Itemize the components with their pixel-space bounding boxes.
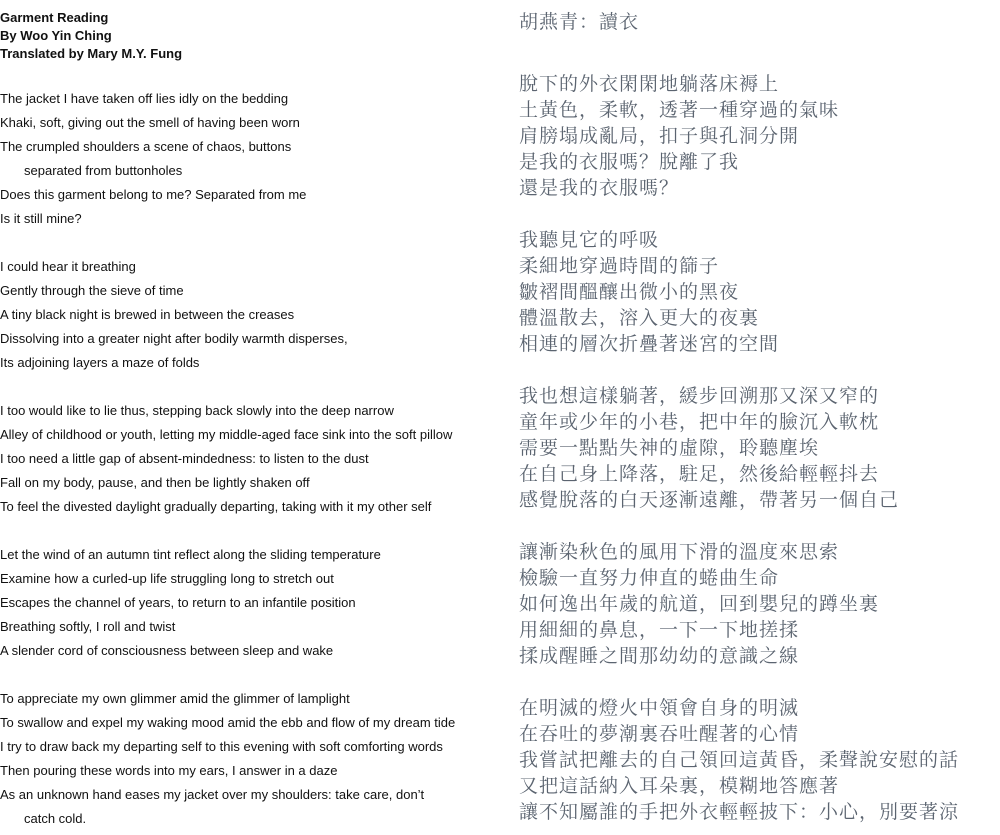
english-line: Examine how a curled-up life struggling long to stretch out <box>0 571 334 586</box>
english-line: I too would like to lie thus, stepping back slowly into the deep narrow <box>0 403 394 418</box>
chinese-line: 柔細地穿過時間的篩子 <box>519 255 720 277</box>
english-translation <box>0 0 500 831</box>
chinese-line: 又把這話納入耳朵裏，模糊地答應著 <box>519 775 840 797</box>
chinese-line: 揉成醒睡之間那幼幼的意識之線 <box>519 645 800 667</box>
english-stanza-2 <box>0 255 500 375</box>
english-stanza-1 <box>0 87 500 231</box>
author-line: By Woo Yin Ching <box>0 28 112 43</box>
english-line: separated from buttonholes <box>24 163 183 178</box>
chinese-line: 我聽見它的呼吸 <box>519 229 660 251</box>
english-line: I could hear it breathing <box>0 259 136 274</box>
poem-title: Garment Reading <box>0 10 109 25</box>
chinese-line: 需要一點點失神的虛隙，聆聽塵埃 <box>519 437 820 459</box>
english-line: I try to draw back my departing self to this evening with soft comforting words <box>0 739 443 754</box>
english-line: As an unknown hand eases my jacket over my shoulders: take care, don’t <box>0 787 425 802</box>
chinese-line: 用細細的鼻息，一下一下地搓揉 <box>519 619 800 641</box>
english-stanza-3 <box>0 399 500 519</box>
english-line: To swallow and expel my waking mood amid the ebb and flow of my dream tide <box>0 715 456 730</box>
chinese-line: 還是我的衣服嗎？ <box>519 177 680 199</box>
chinese-line: 如何逸出年歲的航道，回到嬰兒的蹲坐裏 <box>519 593 880 615</box>
english-line: The jacket I have taken off lies idly on the bedding <box>0 91 289 106</box>
chinese-stanza-4 <box>519 539 1000 669</box>
chinese-stanza-5 <box>519 695 1000 825</box>
english-header <box>0 0 500 63</box>
chinese-line: 感覺脫落的白天逐漸遠離，帶著另一個自己 <box>519 489 900 511</box>
chinese-line: 在吞吐的夢潮裏吞吐醒著的心情 <box>519 723 800 745</box>
english-line: Breathing softly, I roll and twist <box>0 619 176 634</box>
english-line: To feel the divested daylight gradually departing, taking with it my other self <box>0 499 432 514</box>
english-line: To appreciate my own glimmer amid the glimmer of lamplight <box>0 691 350 706</box>
chinese-stanza-1 <box>519 71 1000 201</box>
english-line: Is it still mine? <box>0 211 82 226</box>
english-line: I too need a little gap of absent-mindedness: to listen to the dust <box>0 451 369 466</box>
chinese-line: 肩膀塌成亂局，扣子與孔洞分開 <box>519 125 800 147</box>
english-line: Gently through the sieve of time <box>0 283 184 298</box>
chinese-line: 是我的衣服嗎？脫離了我 <box>519 151 740 173</box>
chinese-original <box>519 0 1000 825</box>
english-stanza-4 <box>0 543 500 663</box>
english-line: Khaki, soft, giving out the smell of having been worn <box>0 115 300 130</box>
chinese-line: 讓漸染秋色的風用下滑的溫度來思索 <box>519 541 840 563</box>
chinese-line: 我也想這樣躺著，緩步回溯那又深又窄的 <box>519 385 880 407</box>
translator-line: Translated by Mary M.Y. Fung <box>0 46 183 61</box>
english-line: catch cold. <box>24 811 87 826</box>
chinese-stanza-3 <box>519 383 1000 513</box>
chinese-line: 檢驗一直努力伸直的蜷曲生命 <box>519 567 780 589</box>
english-stanza-5 <box>0 687 500 831</box>
english-line: Dissolving into a greater night after bodily warmth disperses, <box>0 331 348 346</box>
chinese-stanza-2 <box>519 227 1000 357</box>
english-line: Alley of childhood or youth, letting my middle-aged face sink into the soft pillow <box>0 427 453 442</box>
chinese-line: 皺褶間醞釀出微小的黑夜 <box>519 281 740 303</box>
chinese-line: 童年或少年的小巷，把中年的臉沉入軟枕 <box>519 411 880 433</box>
chinese-line: 脫下的外衣閑閑地躺落床褥上 <box>519 73 780 95</box>
chinese-line: 我嘗試把離去的自己領回這黃昏，柔聲說安慰的話 <box>519 749 960 771</box>
chinese-line: 相連的層次折疊著迷宮的空間 <box>519 333 780 355</box>
english-line: Then pouring these words into my ears, I answer in a daze <box>0 763 338 778</box>
english-line: Escapes the channel of years, to return to an infantile position <box>0 595 356 610</box>
chinese-line: 體溫散去，溶入更大的夜裏 <box>519 307 760 329</box>
chinese-line: 土黃色，柔軟，透著一種穿過的氣味 <box>519 99 840 121</box>
english-line: Let the wind of an autumn tint reflect along the sliding temperature <box>0 547 381 562</box>
chinese-line: 在自己身上降落，駐足，然後給輕輕抖去 <box>519 463 880 485</box>
chinese-line: 在明滅的燈火中領會自身的明滅 <box>519 697 800 719</box>
english-line: The crumpled shoulders a scene of chaos, buttons <box>0 139 292 154</box>
english-line: Its adjoining layers a maze of folds <box>0 355 200 370</box>
chinese-line: 讓不知屬誰的手把外衣輕輕披下：小心，別要著涼 <box>519 801 960 823</box>
english-line: Fall on my body, pause, and then be lightly shaken off <box>0 475 310 490</box>
english-line: Does this garment belong to me? Separated from me <box>0 187 307 202</box>
english-line: A tiny black night is brewed in between the creases <box>0 307 295 322</box>
english-line: A slender cord of consciousness between sleep and wake <box>0 643 334 658</box>
chinese-title: 胡燕青：讀衣 <box>519 11 640 33</box>
